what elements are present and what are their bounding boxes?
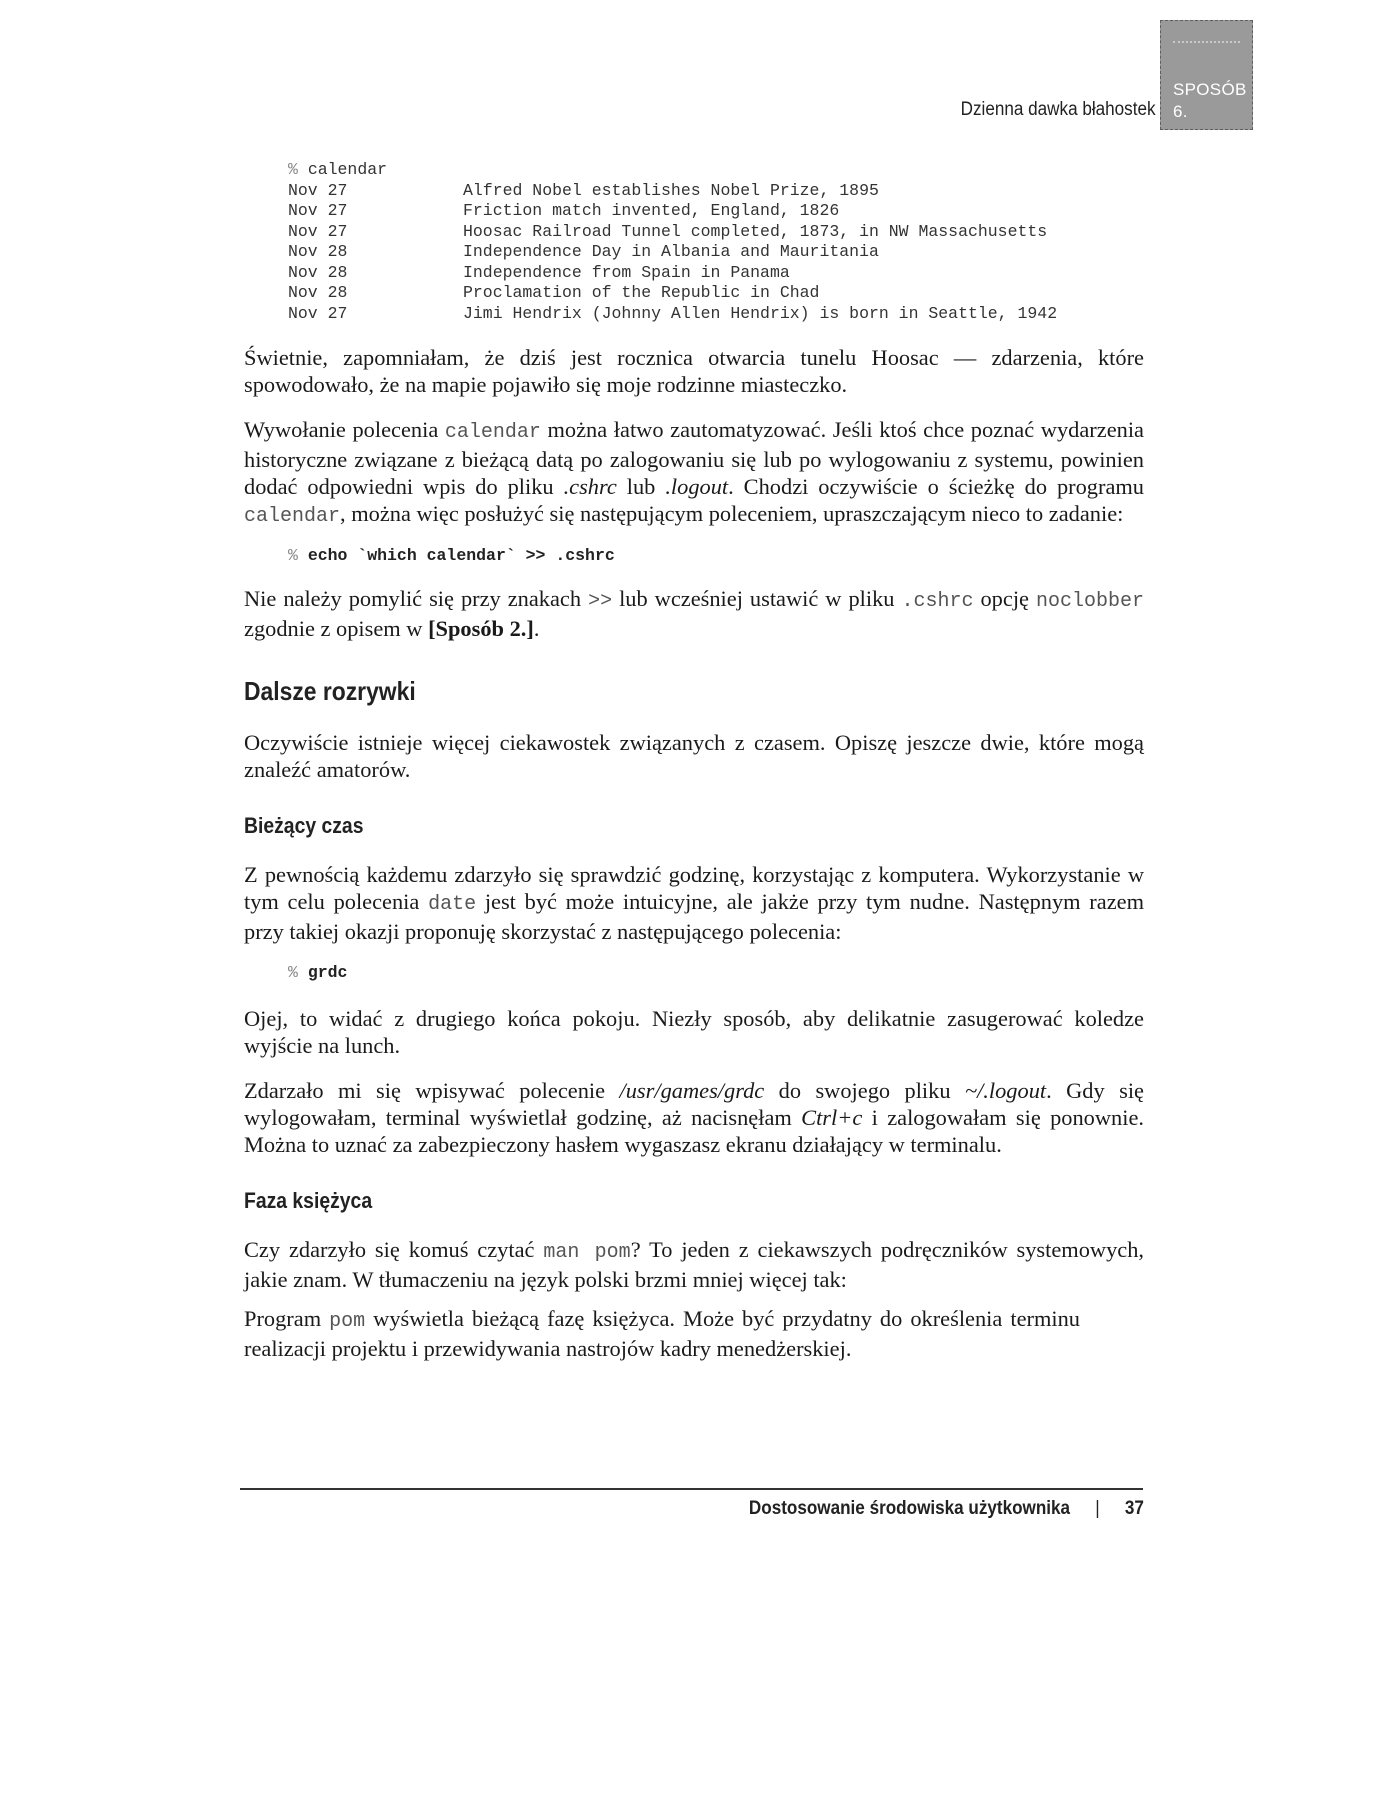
calendar-row-date: Nov 27 [288,180,348,200]
text-run: Zdarzało mi się wpisywać polecenie [244,1078,620,1103]
calendar-row-event: Independence Day in Albania and Mauritania [463,242,879,261]
text-run: zgodnie z opisem w [244,615,429,641]
calendar-row-date: Nov 27 [288,303,348,323]
text-run: Z pewnością każdemu zdarzyło się sprawdzić godzinę, korzystając z komputera. Wykorzystanie w tym celu polecenia [244,861,1144,914]
text-run: . Chodzi oczywiście o ścieżkę do programu [728,474,1144,499]
inline-code: noclobber [1035,589,1144,613]
key-combo: Ctrl+c [801,1105,863,1130]
text-run: lub wcześniej ustawić w pliku [612,585,902,611]
text-run: do swojego pliku [764,1078,965,1103]
calendar-output-block [288,160,1144,324]
page-content [244,160,1144,1362]
paragraph-man-pom [244,1236,1144,1293]
shell-prompt: % [288,962,298,982]
calendar-row [288,283,1144,304]
inline-code: calendar [444,421,541,444]
cross-reference-link[interactable]: [Sposób 2.] [428,615,534,641]
calendar-row-event: Alfred Nobel establishes Nobel Prize, 1895 [463,180,879,200]
subsection-heading-moon-phase: Faza księżyca [244,1188,373,1213]
shell-prompt: % [288,546,298,565]
calendar-row-event: Jimi Hendrix (Johnny Allen Hendrix) is born in Seattle, 1942 [463,303,1058,323]
section-heading: Dalsze rozrywki [244,675,416,706]
calendar-row [288,242,1144,263]
text-run: lub [616,474,666,499]
hack-number-tab [1160,20,1253,130]
text-run: Nie należy pomylić się przy znakach [244,585,589,611]
inline-code: date [428,892,477,916]
calendar-row [288,263,1144,284]
shell-prompt: % [288,160,298,179]
footer-separator: | [1095,1498,1100,1519]
calendar-row [288,304,1144,325]
paragraph-noclobber [244,585,1144,642]
file-path: /usr/games/grdc [619,1078,765,1103]
calendar-row-date: Nov 27 [288,201,348,220]
text-run: . Gdy się wylogowałam, terminal wyświetlał godzinę, aż nacisnęłam [244,1078,1144,1130]
inline-code: pom [329,1310,366,1333]
calendar-row [288,201,1144,222]
inline-code: calendar [244,505,341,528]
text-run: . [533,615,540,641]
text-run: ? To jeden z ciekawszych podręczników systemowych, jakie znam. W tłumaczeniu na język polski brzmi mniej więcej tak: [244,1237,1145,1292]
filename: .cshrc [563,474,617,499]
blockquote-pom [244,1305,1080,1362]
command-example-grdc [288,963,1144,984]
page-number: 37 [1124,1498,1144,1519]
running-header-title: Dzienna dawka błahostek [961,99,1156,120]
filename: .logout [665,474,729,499]
paragraph-hoosac: Świetnie, zapomniałam, że dziś jest rocznica otwarcia tunelu Hoosac — zdarzenia, które spowodowało, że na mapie pojawiło się moje rodzinne miasteczko. [244,345,1144,397]
calendar-row-event: Hoosac Railroad Tunnel completed, 1873, in NW Massachusetts [463,221,1048,241]
calendar-row [288,222,1144,243]
page-footer [749,1498,1144,1520]
calendar-row-event: Independence from Spain in Panama [463,262,790,282]
text-run: , można więc posłużyć się następującym poleceniem, upraszczającym nieco to zadanie: [340,501,1124,526]
paragraph-logout-clock [244,1077,1144,1158]
echo-command: echo `which calendar` >> .cshrc [307,546,615,565]
inline-code: .cshrc [901,589,974,613]
calendar-row-date: Nov 28 [288,283,348,302]
paragraph-more-fun: Oczywiście istnieje więcej ciekawostek związanych z czasem. Opiszę jeszcze dwie, które mogą znaleźć amatorów. [244,729,1144,782]
text-run: wyświetla bieżącą fazę księżyca. Może być przydatny do określenia terminu realizacji projektu i przewidywania nastrojów kadry menedżerskiej. [244,1306,1080,1361]
text-run: i zalogowałam się ponownie. Można to uznać za zabezpieczony hasłem wygaszasz ekranu działający w terminalu. [244,1105,1144,1157]
tab-number: 6. [1173,102,1188,121]
inline-code: man pom [543,1241,631,1264]
text-run: można łatwo zautomatyzować. Jeśli ktoś chce poznać wydarzenia historyczne związane z bieżącą datą po zalogowaniu się lub po wylogowaniu z systemu, powinien dodać odpowiedni wpis do pliku [244,417,1144,499]
inline-code: >> [588,589,613,613]
calendar-row-date: Nov 27 [288,221,348,241]
text-run: jest być może intuicyjne, ale jakże przy tym nudne. Następnym razem przy takiej okazji proponuję skorzystać z następującego polecenia: [244,888,1144,944]
calendar-command: calendar [307,160,388,179]
text-run: Program [244,1306,330,1331]
text-run: Czy zdarzyło się komuś czytać [244,1237,544,1262]
paragraph-automate-calendar [244,416,1144,530]
calendar-row [288,181,1144,202]
calendar-row-date: Nov 28 [288,242,348,261]
calendar-row-event: Friction match invented, England, 1826 [463,201,840,220]
calendar-row-date: Nov 28 [288,262,348,282]
command-example-echo [288,546,1144,567]
tab-dotted-rule [1173,41,1240,43]
text-run: opcję [973,585,1036,611]
paragraph-lunch: Ojej, to widać z drugiego końca pokoju. Niezły sposób, aby delikatnie zasugerować koledze wyjście na lunch. [244,1006,1144,1058]
paragraph-date-command [244,861,1144,945]
filename: ~/.logout [964,1078,1047,1103]
tab-label [1173,79,1247,123]
calendar-row-event: Proclamation of the Republic in Chad [463,283,820,302]
footer-chapter-title: Dostosowanie środowiska użytkownika [748,1498,1071,1519]
calendar-rows [288,181,1144,325]
grdc-command: grdc [307,962,348,982]
tab-label-text: SPOSÓB [1173,80,1247,99]
text-run: Wywołanie polecenia [244,417,445,442]
footer-rule [240,1488,1143,1490]
subsection-heading-current-time: Bieżący czas [244,812,364,838]
